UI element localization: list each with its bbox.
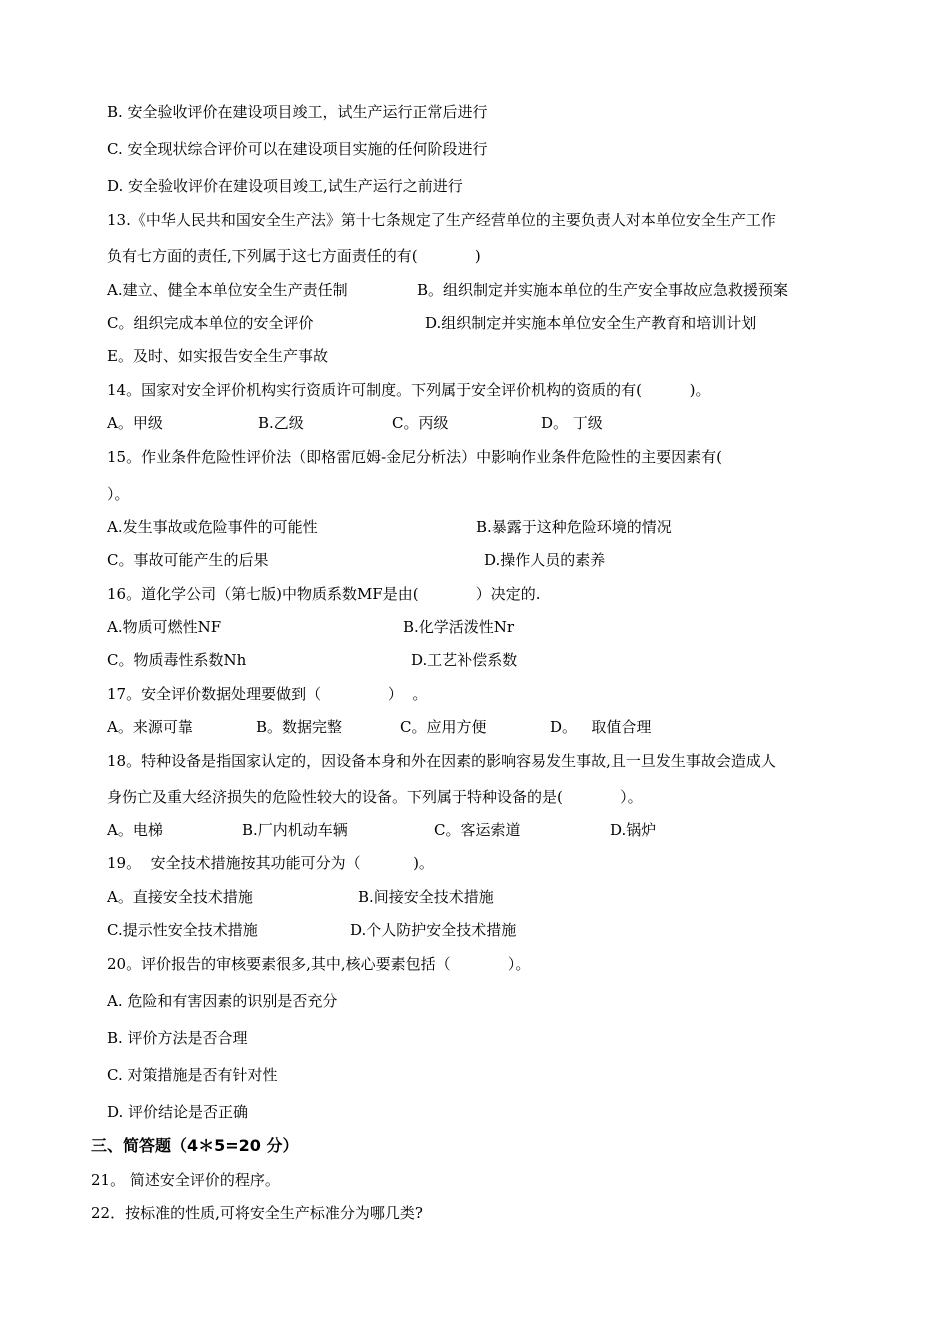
q18-option-d: D.锅炉 <box>610 821 657 839</box>
q17-option-d: D。 取值合理 <box>550 718 652 736</box>
q16-option-b: B.化学活泼性Nr <box>403 618 515 636</box>
q13-option-a: A.建立、健全本单位安全生产责任制 <box>107 281 348 299</box>
q16-option-a: A.物质可燃性NF <box>107 618 222 636</box>
q13-stem-line1: 13.《中华人民共和国安全生产法》第十七条规定了生产经营单位的主要负责人对本单位安全生产工作 <box>107 211 776 229</box>
q14-option-d: D。 丁级 <box>541 414 603 432</box>
q19-option-a: A。直接安全技术措施 <box>107 888 253 906</box>
q20-option-b: B. 评价方法是否合理 <box>107 1029 248 1047</box>
q17-option-b: B。数据完整 <box>256 718 343 736</box>
q13-option-d: D.组织制定并实施本单位安全生产教育和培训计划 <box>425 314 757 332</box>
q15-option-a: A.发生事故或危险事件的可能性 <box>107 518 318 536</box>
q13-stem-line2: 负有七方面的责任,下列属于这七方面责任的有( ) <box>107 247 481 265</box>
q15-option-b: B.暴露于这种危险环境的情况 <box>476 518 672 536</box>
q20-option-a: A. 危险和有害因素的识别是否充分 <box>107 992 338 1010</box>
q15-option-d: D.操作人员的素养 <box>484 551 606 569</box>
q14-option-c: C。丙级 <box>392 414 449 432</box>
q15-stem-line1: 15。作业条件危险性评价法（即格雷厄姆-金尼分析法）中影响作业条件危险性的主要因素有( <box>107 448 723 466</box>
q18-option-b: B.厂内机动车辆 <box>242 821 348 839</box>
prev-option-b: B. 安全验收评价在建设项目竣工，试生产运行正常后进行 <box>107 103 488 121</box>
q18-stem-line2: 身伤亡及重大经济损失的危险性较大的设备。下列属于特种设备的是( ）。 <box>107 788 643 806</box>
q20-option-d: D. 评价结论是否正确 <box>107 1103 249 1121</box>
q16-option-d: D.工艺补偿系数 <box>411 651 518 669</box>
q15-option-c: C。事故可能产生的后果 <box>107 551 269 569</box>
q14-option-b: B.乙级 <box>258 414 304 432</box>
q17-stem: 17。安全评价数据处理要做到（ ） 。 <box>107 685 428 703</box>
q16-stem: 16。道化学公司（第七版)中物质系数MF是由( ）决定的. <box>107 585 541 603</box>
q17-option-c: C。应用方便 <box>400 718 487 736</box>
q19-stem: 19。 安全技术措施按其功能可分为（ )。 <box>107 854 434 872</box>
q18-option-c: C。客运索道 <box>434 821 521 839</box>
q20-option-c: C. 对策措施是否有针对性 <box>107 1066 278 1084</box>
q18-stem-line1: 18。特种设备是指国家认定的，因设备本身和外在因素的影响容易发生事故,且一旦发生事故会造成人 <box>107 752 776 770</box>
q19-option-c: C.提示性安全技术措施 <box>107 921 258 939</box>
q13-option-e: E。及时、如实报告安全生产事故 <box>107 347 328 365</box>
q14-option-a: A。甲级 <box>107 414 163 432</box>
prev-option-c: C. 安全现状综合评价可以在建设项目实施的任何阶段进行 <box>107 140 488 158</box>
q18-option-a: A。电梯 <box>107 821 163 839</box>
q19-option-b: B.间接安全技术措施 <box>358 888 494 906</box>
q19-option-d: D.个人防护安全技术措施 <box>350 921 517 939</box>
q17-option-a: A。来源可靠 <box>107 718 193 736</box>
q20-stem: 20。评价报告的审核要素很多,其中,核心要素包括（ ）。 <box>107 955 531 973</box>
q16-option-c: C。物质毒性系数Nh <box>107 651 247 669</box>
q13-option-b: B。组织制定并实施本单位的生产安全事故应急救援预案 <box>417 281 789 299</box>
q14-stem: 14。国家对安全评价机构实行资质许可制度。下列属于安全评价机构的资质的有( )。 <box>107 381 711 399</box>
q15-stem-line2: ）。 <box>107 485 130 503</box>
q21-stem: 21。 简述安全评价的程序。 <box>91 1171 280 1189</box>
section-3-heading: 三、简答题（4＊5=20 分） <box>91 1136 299 1155</box>
prev-option-d: D. 安全验收评价在建设项目竣工,试生产运行之前进行 <box>107 177 463 195</box>
q22-stem: 22．按标准的性质,可将安全生产标准分为哪几类? <box>91 1204 423 1222</box>
q13-option-c: C。组织完成本单位的安全评价 <box>107 314 314 332</box>
